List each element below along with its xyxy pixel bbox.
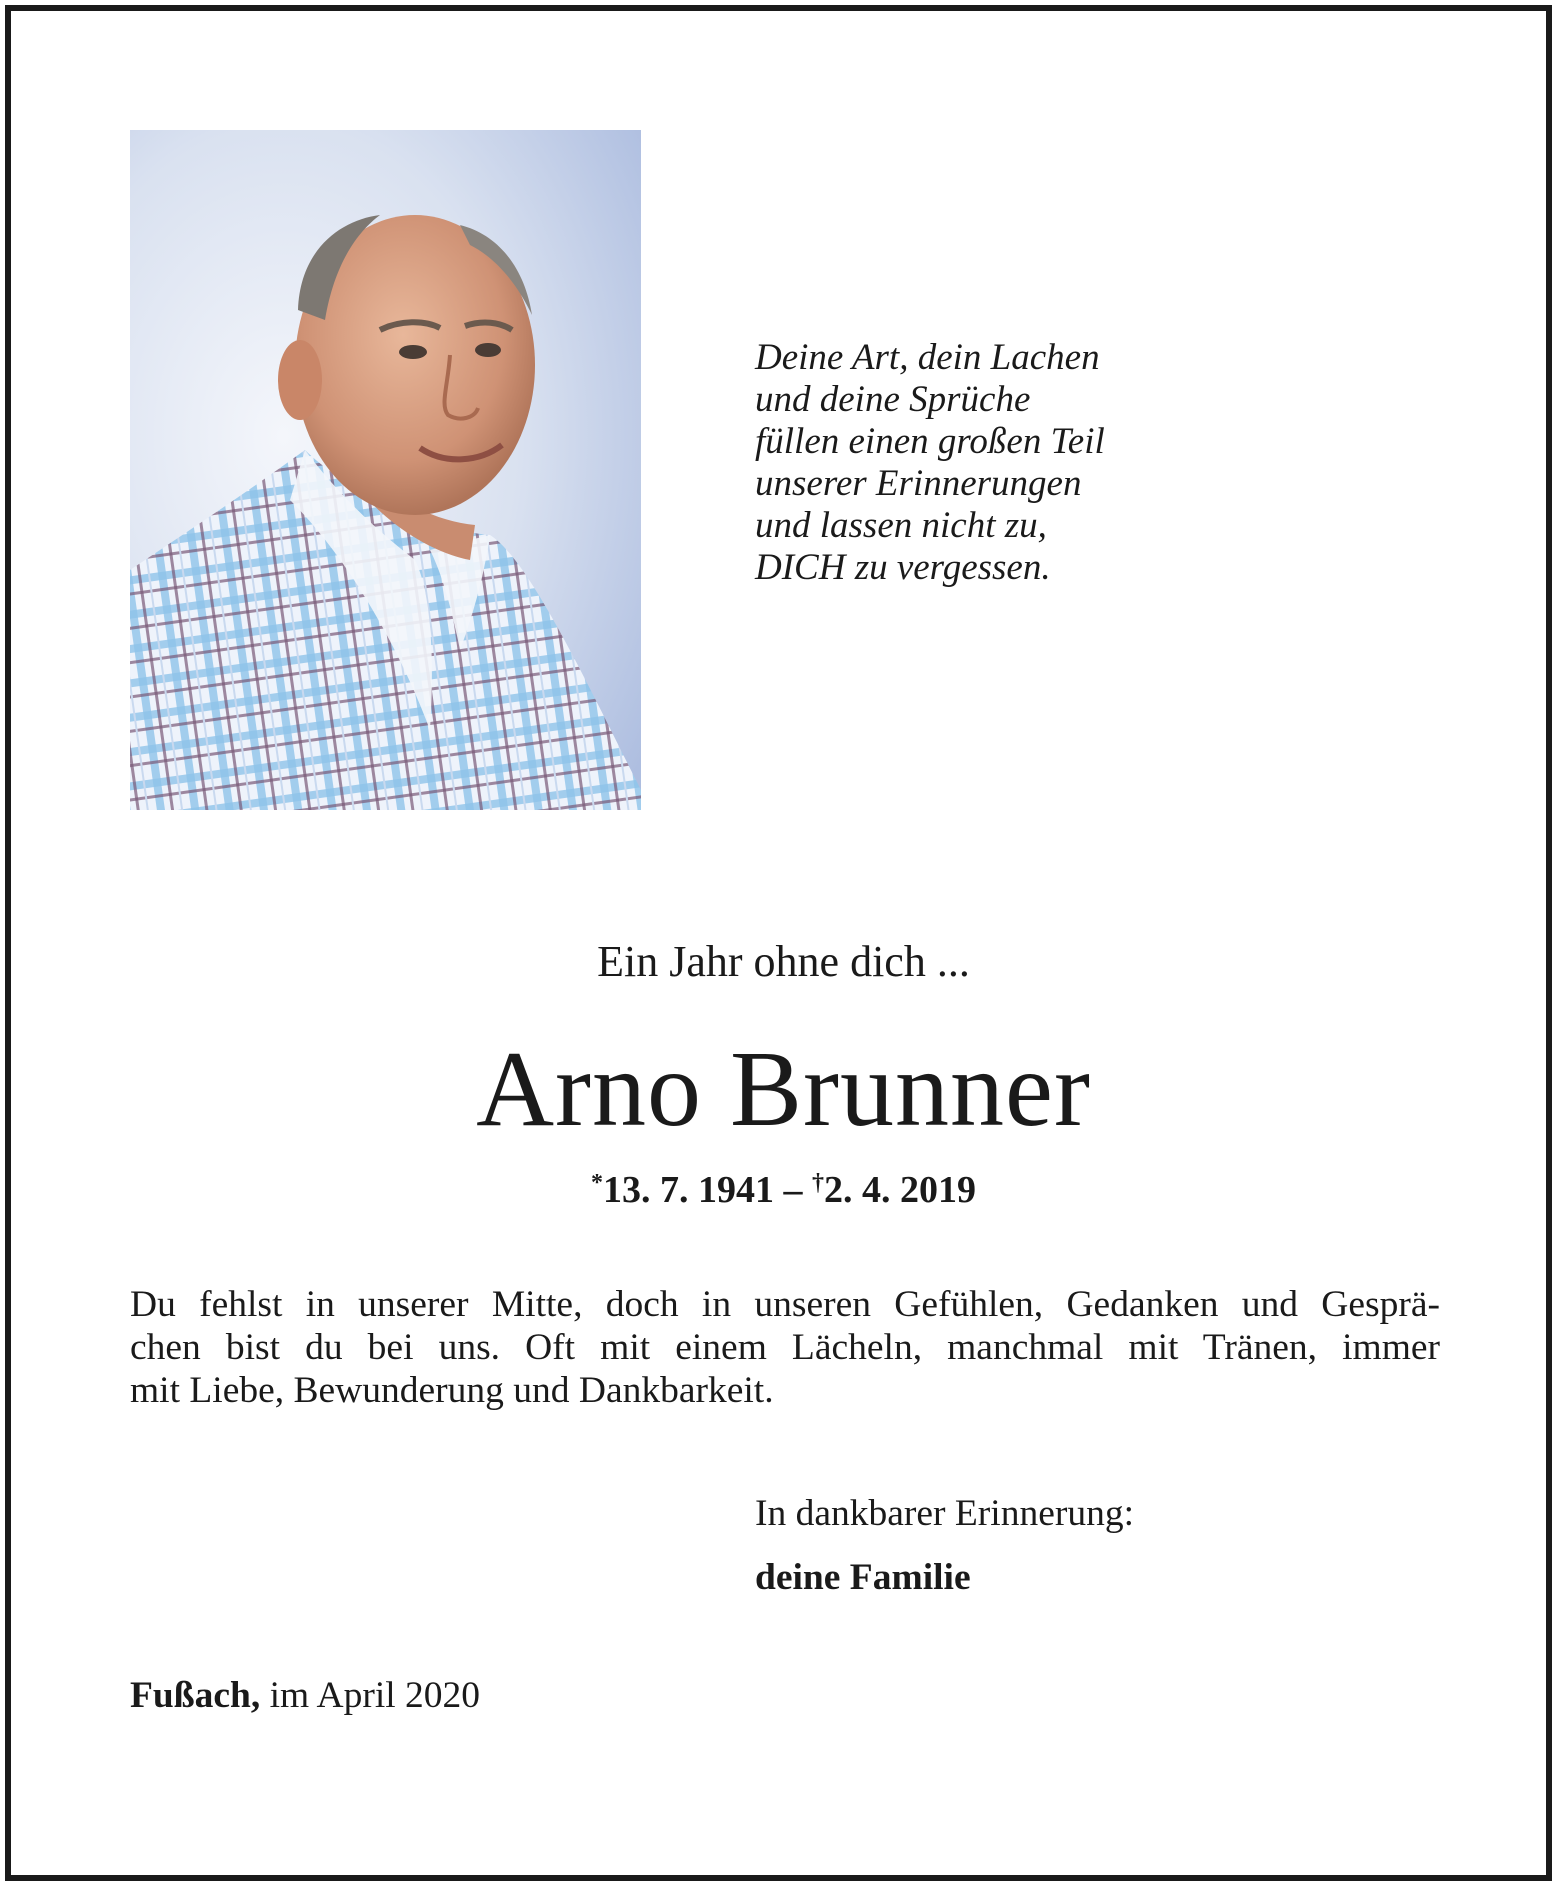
quote-line: unserer Erinnerungen <box>755 463 1082 504</box>
date-separator: – <box>774 1169 812 1211</box>
intro-heading: Ein Jahr ohne dich ... <box>597 937 970 986</box>
town-name: Fußach, <box>130 1675 261 1716</box>
remembrance-text: In dankbarer Erinnerung: <box>755 1493 1135 1534</box>
death-symbol: † <box>812 1170 824 1196</box>
quote-line: füllen einen großen Teil <box>755 421 1105 462</box>
death-date: 2. 4. 2019 <box>824 1169 976 1211</box>
memorial-quote <box>755 337 1275 589</box>
portrait-photo <box>130 130 641 810</box>
birth-symbol: * <box>591 1170 603 1196</box>
life-dates <box>0 1160 1567 1213</box>
quote-line: Deine Art, dein Lachen <box>755 337 1100 378</box>
message-line: Du fehlst in unserer Mitte, doch in unseren Gefühlen, Gedanken und Gesprä- <box>130 1284 1440 1325</box>
deceased-name: Arno Brunner <box>476 1030 1091 1149</box>
publication-date: im April 2020 <box>260 1675 481 1716</box>
place-and-date <box>130 1672 480 1720</box>
quote-line: DICH zu vergessen. <box>755 547 1051 588</box>
closing-signature <box>755 1490 1455 1602</box>
memorial-message <box>130 1283 1440 1412</box>
quote-line: und deine Sprüche <box>755 379 1031 420</box>
message-line: mit Liebe, Bewunderung und Dankbarkeit. <box>130 1370 774 1411</box>
quote-line: und lassen nicht zu, <box>755 505 1047 546</box>
message-line: chen bist du bei uns. Oft mit einem Lächeln, manchmal mit Tränen, immer <box>130 1327 1440 1368</box>
family-signature: deine Familie <box>755 1557 971 1598</box>
birth-date: 13. 7. 1941 <box>603 1169 774 1211</box>
